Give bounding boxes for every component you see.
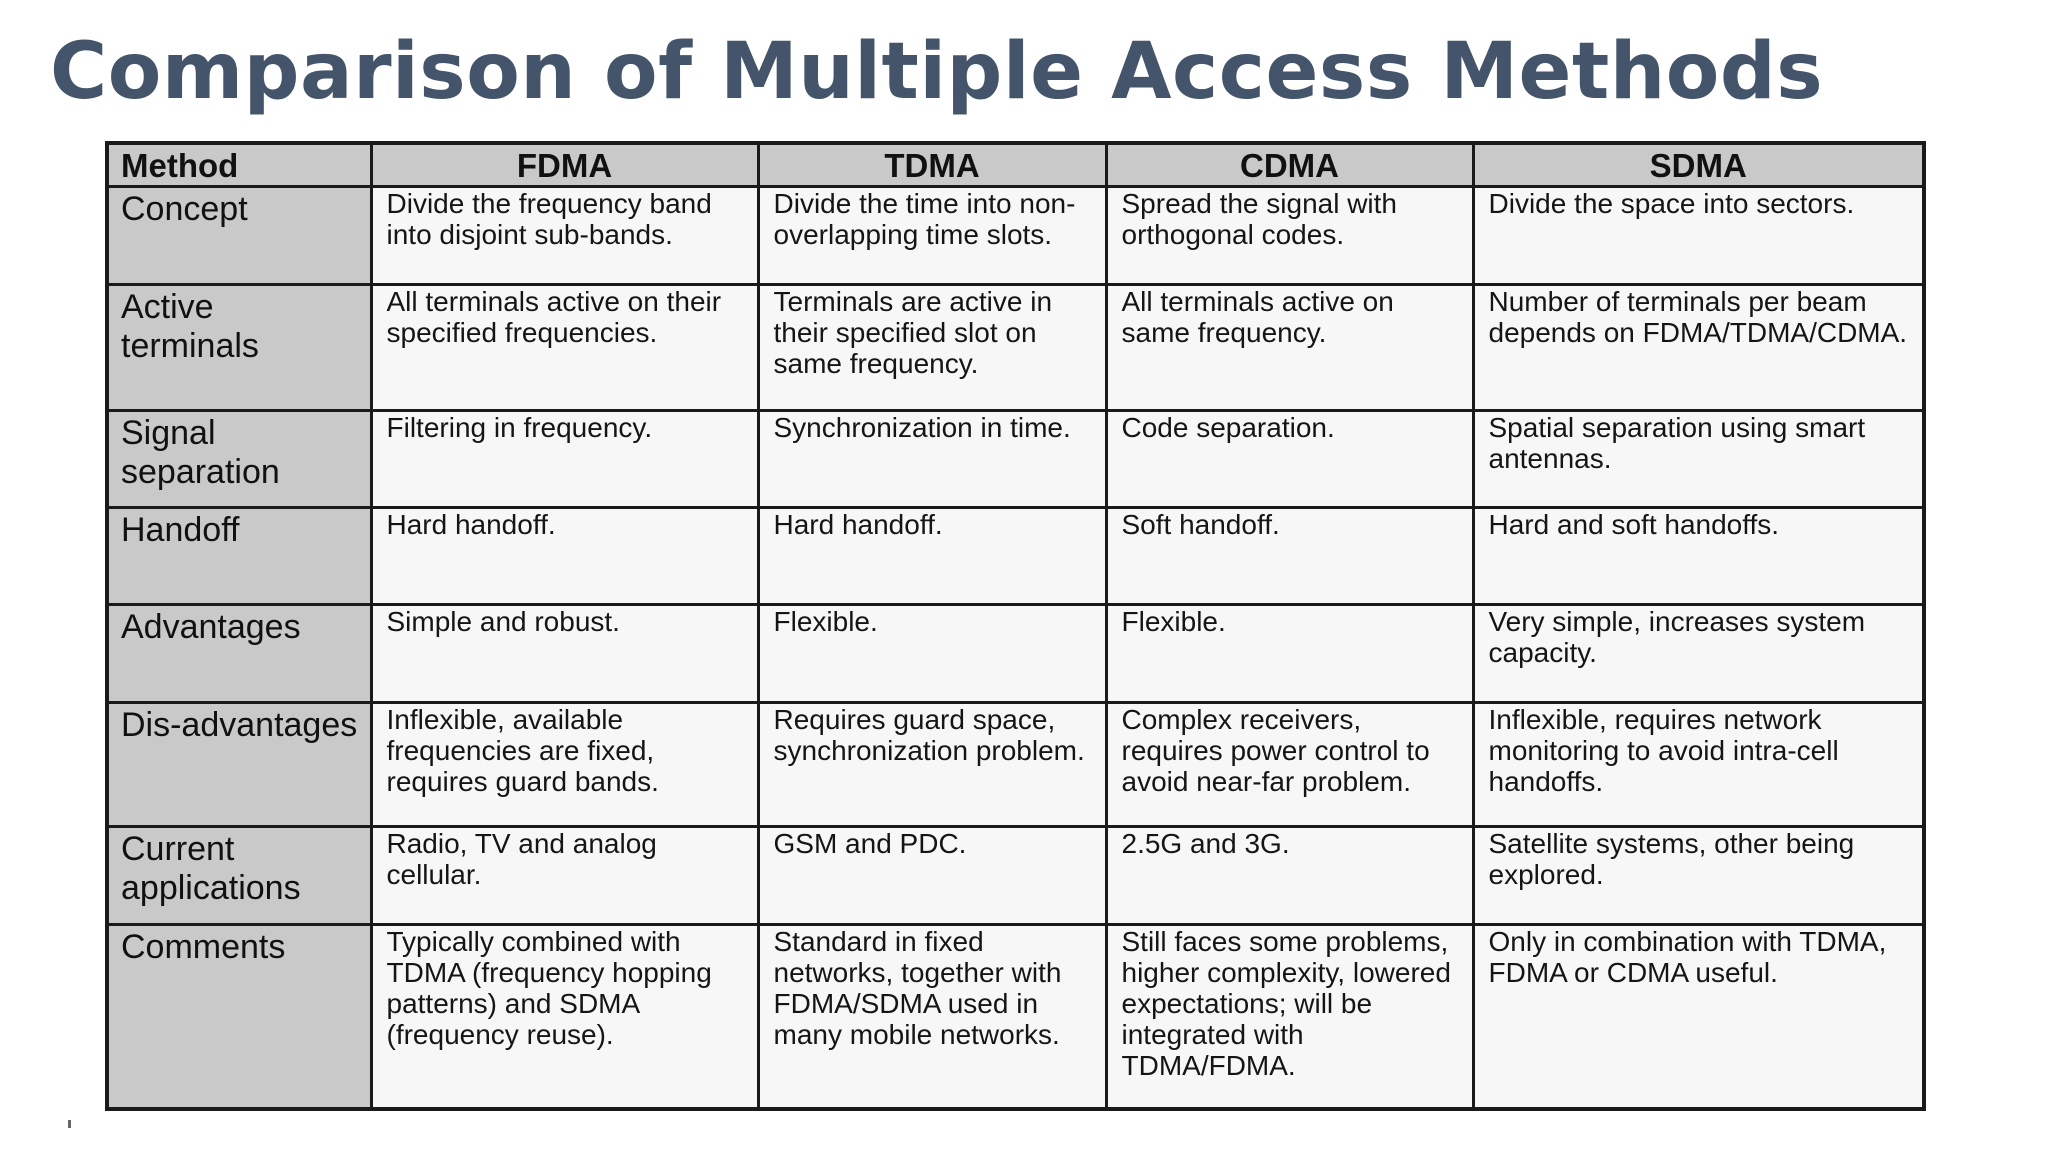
cell-comments-fdma: Typically combined with TDMA (frequency hopping patterns) and SDMA (frequency reuse). <box>371 925 758 1109</box>
cell-active-terminals-cdma: All terminals active on same frequency. <box>1106 285 1473 411</box>
cell-disadvantages-sdma: Inflexible, requires network monitoring to avoid intra-cell handoffs. <box>1473 703 1924 827</box>
cell-advantages-fdma: Simple and robust. <box>371 605 758 703</box>
cell-current-applications-cdma: 2.5G and 3G. <box>1106 827 1473 925</box>
cell-handoff-fdma: Hard handoff. <box>371 508 758 605</box>
row-label: Advantages <box>107 605 371 703</box>
cell-current-applications-tdma: GSM and PDC. <box>758 827 1106 925</box>
header-row <box>107 143 1924 187</box>
row-disadvantages <box>107 703 1924 827</box>
row-label: Active terminals <box>107 285 371 411</box>
header-fdma: FDMA <box>371 143 758 187</box>
cell-active-terminals-sdma: Number of terminals per beam depends on FDMA/TDMA/CDMA. <box>1473 285 1924 411</box>
cell-advantages-tdma: Flexible. <box>758 605 1106 703</box>
comparison-table-container <box>105 141 1922 1110</box>
cell-comments-tdma: Standard in fixed networks, together with FDMA/SDMA used in many mobile networks. <box>758 925 1106 1109</box>
cell-active-terminals-fdma: All terminals active on their specified frequencies. <box>371 285 758 411</box>
cell-concept-fdma: Divide the frequency band into disjoint sub-bands. <box>371 187 758 285</box>
row-signal-separation <box>107 411 1924 508</box>
cell-advantages-sdma: Very simple, increases system capacity. <box>1473 605 1924 703</box>
cell-advantages-cdma: Flexible. <box>1106 605 1473 703</box>
cell-signal-separation-cdma: Code separation. <box>1106 411 1473 508</box>
row-label: Signal separation <box>107 411 371 508</box>
cell-comments-cdma: Still faces some problems, higher complexity, lowered expectations; will be integrated with TDMA/FDMA. <box>1106 925 1473 1109</box>
cell-comments-sdma: Only in combination with TDMA, FDMA or CDMA useful. <box>1473 925 1924 1109</box>
row-comments <box>107 925 1924 1109</box>
comparison-table <box>105 141 1926 1111</box>
row-current-applications <box>107 827 1924 925</box>
cell-handoff-tdma: Hard handoff. <box>758 508 1106 605</box>
slide-title: Comparison of Multiple Access Methods <box>50 27 1824 117</box>
slide-footer-mark <box>68 1120 71 1128</box>
row-label: Dis-advantages <box>107 703 371 827</box>
cell-signal-separation-sdma: Spatial separation using smart antennas. <box>1473 411 1924 508</box>
row-concept <box>107 187 1924 285</box>
cell-current-applications-fdma: Radio, TV and analog cellular. <box>371 827 758 925</box>
header-tdma: TDMA <box>758 143 1106 187</box>
cell-current-applications-sdma: Satellite systems, other being explored. <box>1473 827 1924 925</box>
header-sdma: SDMA <box>1473 143 1924 187</box>
cell-concept-tdma: Divide the time into non-overlapping time slots. <box>758 187 1106 285</box>
row-advantages <box>107 605 1924 703</box>
row-handoff <box>107 508 1924 605</box>
row-active-terminals <box>107 285 1924 411</box>
cell-concept-cdma: Spread the signal with orthogonal codes. <box>1106 187 1473 285</box>
cell-disadvantages-tdma: Requires guard space, synchronization problem. <box>758 703 1106 827</box>
cell-disadvantages-fdma: Inflexible, available frequencies are fixed, requires guard bands. <box>371 703 758 827</box>
cell-disadvantages-cdma: Complex receivers, requires power control to avoid near-far problem. <box>1106 703 1473 827</box>
cell-signal-separation-tdma: Synchronization in time. <box>758 411 1106 508</box>
header-cdma: CDMA <box>1106 143 1473 187</box>
cell-handoff-sdma: Hard and soft handoffs. <box>1473 508 1924 605</box>
header-method: Method <box>107 143 371 187</box>
row-label: Comments <box>107 925 371 1109</box>
cell-handoff-cdma: Soft handoff. <box>1106 508 1473 605</box>
cell-signal-separation-fdma: Filtering in frequency. <box>371 411 758 508</box>
row-label: Concept <box>107 187 371 285</box>
cell-active-terminals-tdma: Terminals are active in their specified slot on same frequency. <box>758 285 1106 411</box>
row-label: Handoff <box>107 508 371 605</box>
row-label: Current applications <box>107 827 371 925</box>
cell-concept-sdma: Divide the space into sectors. <box>1473 187 1924 285</box>
